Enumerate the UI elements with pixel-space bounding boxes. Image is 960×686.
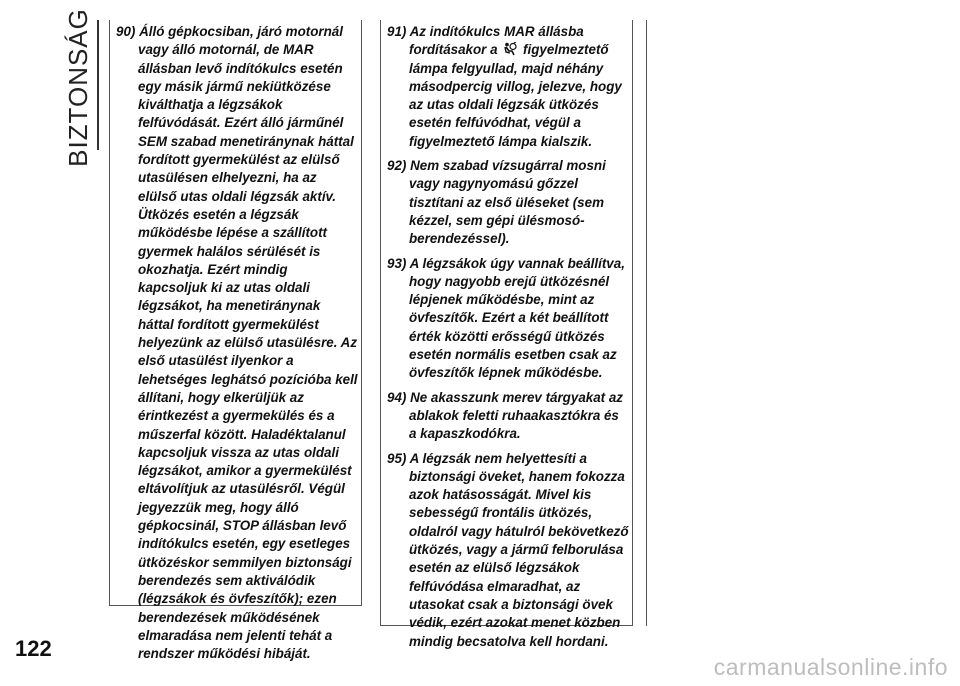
note-94: 94) Ne akasszunk merev tárgyakat az ablakok feletti ruhaakasztókra és a kapaszkodókra. [387, 389, 623, 442]
section-title: BIZTONSÁG [62, 7, 93, 167]
watermark: carmanualsonline.info [713, 654, 948, 680]
page-number: 122 [15, 636, 52, 661]
airbag-warning-icon [503, 42, 517, 56]
section-title-rule [97, 20, 99, 150]
notes-column-left [109, 20, 362, 662]
notes-column-right [380, 20, 633, 649]
note-92: 92) Nem szabad vízsugárral mosni vagy nagynyomású gőzzel tisztítani az első üléseket (sem kézzel, sem gépi ülésmosó-berendezéssel). [387, 158, 606, 247]
note-95: 95) A légzsák nem helyettesíti a biztonsági öveket, hanem fokozza azok hatásosságát. Mivel kis sebességű frontális ütközés, oldalról vagy hátulról bekövetkező ütközés, vagy a jármű felborulása esetén az elülső légzsákok felfúvódása elmaradhat, az utasokat csak a biztonsági övek védik, ezért azokat menet közben mindig becsatolva kell hordani. [387, 450, 629, 649]
column-divider [646, 20, 647, 626]
note-90: 90) Álló gépkocsiban, járó motornál vagy álló motornál, de MAR állásban levő indítókulcs esetén egy másik jármű nekiütközése kiválthatja a légzsákok felfúvódását. Ezért álló járműnél SEM szabad menetiránynak háttal fordított gyermekülést az elülső utasülésen elhelyezni, ha az elülső utas oldali légzsák aktív. Ütközés esetén a légzsák működésbe lépése a szállított gyermek halálos sérülését is okozhatja. Ezért mindig kapcsoljuk ki az utas oldali légzsákot, ha menetiránynak háttal fordított gyermekülést helyezünk az elülső utasülésre. Az első utasülést ilyenkor a lehetséges leghátsó pozícióba kell állítani, hogy elkerüljük az érintkezést a gyermekülés és a műszerfal között. Haladéktalanul kapcsoljuk vissza az utas oldali légzsákot, amikor a gyermekülést eltávolítjuk az utasülésről. Végül jegyezzük meg, hogy álló gépkocsinál, STOP állásban levő indítókulcs esetén, egy esetleges ütközéskor semmilyen biztonsági berendezés sem aktiválódik (légzsákok és övfeszítők); ezen berendezések működésének elmaradása nem jelenti tehát a rendszer működési hibáját. [116, 24, 358, 662]
note-91: 91) Az indítókulcs MAR állásba fordításakor a figyelmeztető lámpa felgyullad, majd néhány másodpercig villog, jelezve, hogy az utas oldali légzsák ütközés esetén felfúvódhat, végül a figyelmeztető lámpa kialszik. [387, 24, 622, 149]
note-93: 93) A légzsákok úgy vannak beállítva, hogy nagyobb erejű ütközésnél lépjenek működésbe, mint az övfeszítők. Ezért a két beállított érték közötti erősségű ütközés esetén normális esetben csak az övfeszítők lépnek működésbe. [387, 255, 625, 381]
